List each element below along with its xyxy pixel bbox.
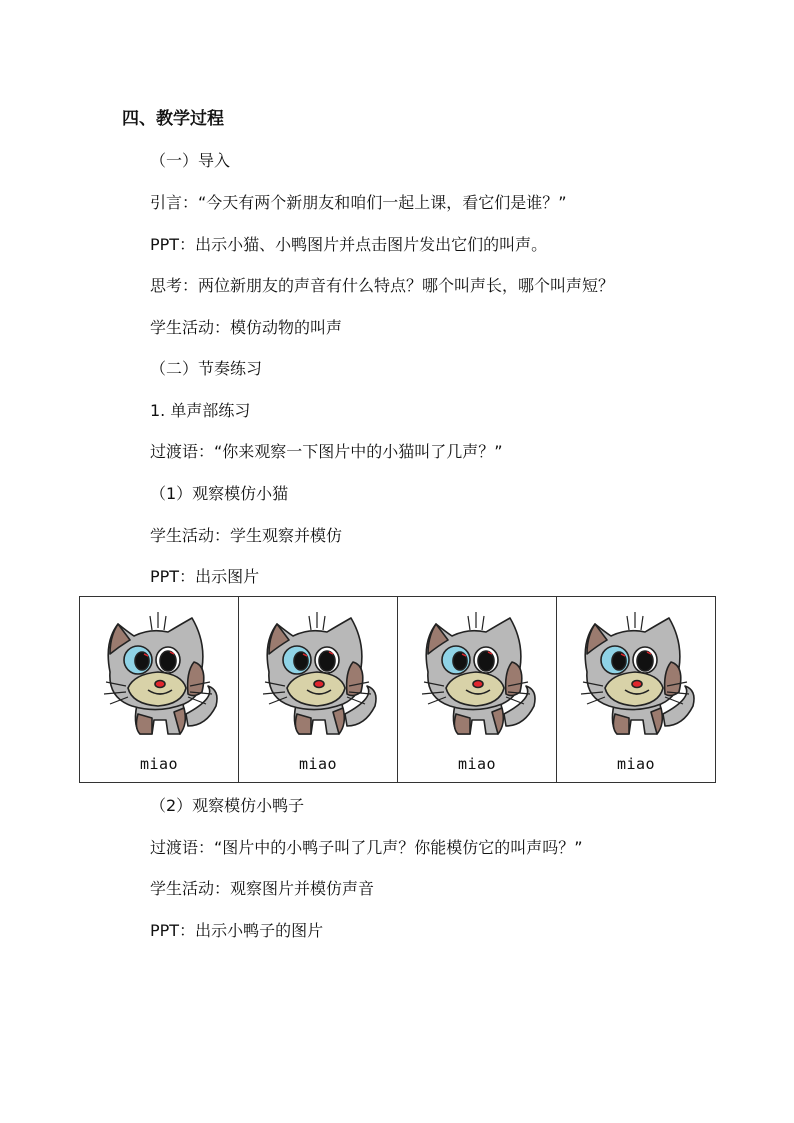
text-line: 1. 单声部练习 [150,401,251,420]
cat-illustration [406,602,546,742]
cat-illustration [565,602,705,742]
text-line: 引言：“今天有两个新朋友和咱们一起上课，看它们是谁？” [150,193,567,212]
cat-image-table [79,596,716,783]
text-line: PPT：出示小猫、小鸭图片并点击图片发出它们的叫声。 [150,235,548,254]
cat-sound-label: miao [298,755,338,773]
subsection-rhythm: （二）节奏练习 [150,359,263,378]
cat-sound-label: miao [139,755,179,773]
text-line: 学生活动：模仿动物的叫声 [150,318,343,337]
cat-cell [239,597,398,783]
subsection-intro: （一）导入 [150,151,231,170]
cat-illustration [247,602,387,742]
cat-sound-label: miao [457,755,497,773]
text-line: （1）观察模仿小猫 [150,484,289,503]
text-line: 过渡语：“你来观察一下图片中的小猫叫了几声？” [150,442,503,461]
cat-illustration [88,602,228,742]
subsection-duck: （2）观察模仿小鸭子 [150,796,305,815]
cat-sound-label: miao [616,755,656,773]
text-line: 过渡语：“图片中的小鸭子叫了几声？你能模仿它的叫声吗？” [150,838,583,857]
cat-cell [398,597,557,783]
cat-cell [557,597,716,783]
text-line: 学生活动：观察图片并模仿声音 [150,879,375,898]
text-line: 学生活动：学生观察并模仿 [150,526,343,545]
text-line: 思考：两位新朋友的声音有什么特点？哪个叫声长，哪个叫声短？ [150,276,615,295]
cat-cell [80,597,239,783]
text-line: PPT：出示小鸭子的图片 [150,921,324,940]
section-heading: 四、教学过程 [122,109,224,129]
text-line: PPT：出示图片 [150,567,260,586]
